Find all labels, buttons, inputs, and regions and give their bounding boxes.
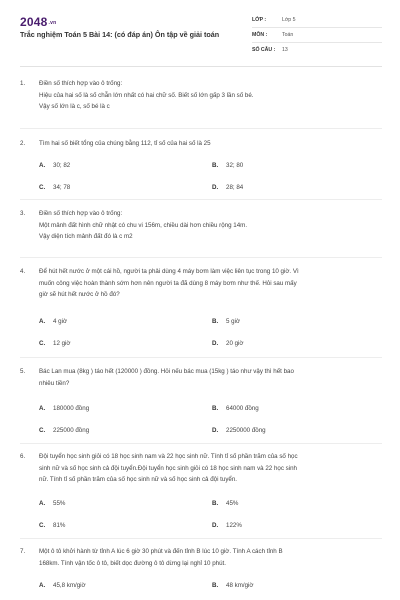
question-divider [20, 257, 382, 258]
option-b[interactable]: B. 5 giờ [212, 318, 241, 325]
question-line: Vậy diện tích mảnh đất đó là c m2 [39, 233, 133, 240]
question-text [39, 138, 379, 150]
question-number: 2. [20, 140, 26, 147]
option-a[interactable]: A. 45,8 km/giờ [39, 582, 86, 589]
option-c[interactable]: C. 34; 78 [39, 184, 71, 191]
option-b[interactable]: B. 32; 80 [212, 162, 244, 169]
meta-divider [252, 27, 382, 28]
question-line: Một ô tô khởi hành từ tỉnh A lúc 6 giờ 30 phút và đến tỉnh B lúc 10 giờ. Tính A cách tỉnh B [39, 548, 283, 555]
question-line: muốn công việc hoàn thành sớm hơn nên người ta đã dùng 8 máy bơm như thế. Hỏi sau mấy [39, 279, 297, 287]
meta-subject-value: Toán [282, 32, 294, 38]
question-number: 6. [20, 453, 26, 460]
question-line: giờ sẽ hút hết nước ở hồ đó? [39, 291, 120, 298]
option-a[interactable]: A. 4 giờ [39, 318, 68, 325]
question-divider [20, 128, 382, 129]
question-line: Một mảnh đất hình chữ nhật có chu vi 156m, chiều dài hơn chiều rộng 14m. [39, 221, 248, 229]
question-line: Tìm hai số biết tổng của chúng bằng 112, tỉ số của hai số là 25 [39, 140, 211, 147]
question-text [39, 366, 379, 389]
question-divider [20, 538, 382, 539]
option-c[interactable]: C. 81% [39, 522, 66, 529]
option-b[interactable]: B. 45% [212, 500, 239, 507]
site-logo[interactable]: 2048.vn [20, 15, 57, 29]
meta-grade-key: LỚP : [252, 17, 267, 23]
question-number: 1. [20, 80, 26, 87]
question-line: Điền số thích hợp vào ô trống: [39, 210, 123, 217]
question-divider [20, 357, 382, 358]
question-line: nữ. Tính tỉ số phần trăm của số học sinh nữ và số học sinh cả đội tuyển. [39, 476, 238, 483]
option-a[interactable]: A. 180000 đồng [39, 405, 90, 412]
option-d[interactable]: D. 122% [212, 522, 242, 529]
option-c[interactable]: C. 225000 đồng [39, 427, 90, 434]
question-text [39, 451, 379, 486]
question-line: Điền số thích hợp vào ô trống: [39, 80, 123, 87]
meta-count-key: SỐ CÂU : [252, 47, 276, 53]
question-line: Bác Lan mua (8kg ) táo hết (120000 ) đồng. Hỏi nếu bác mua (15kg ) táo như vậy thì hết bao [39, 368, 294, 375]
page-header [0, 0, 400, 68]
page-title: Trắc nghiệm Toán 5 Bài 14: (có đáp án) Ôn tập về giải toán [20, 30, 220, 39]
question-number: 5. [20, 368, 26, 375]
option-b[interactable]: B. 48 km/giờ [212, 582, 254, 589]
question-line: Vậy số lớn là c, số bé là c [39, 103, 110, 110]
meta-divider [252, 42, 382, 43]
meta-subject-key: MÔN : [252, 32, 268, 38]
question-number: 7. [20, 548, 26, 555]
question-line: 168km. Tính vận tốc ô tô, biết dọc đường ô tô dừng lại nghỉ 10 phút. [39, 559, 226, 567]
meta-grade-value: Lớp 5 [282, 17, 296, 23]
question-text [39, 546, 379, 569]
option-d[interactable]: D. 28; 84 [212, 184, 244, 191]
question-divider [20, 443, 382, 444]
question-text [39, 208, 379, 243]
question-line: Đội tuyển học sinh giỏi có 18 học sinh nam và 22 học sinh nữ. Tính tỉ số phần trăm của số học [39, 453, 298, 460]
question-divider [20, 199, 382, 200]
question-line: Hiệu của hai số là số chẵn lớn nhất có hai chữ số. Biết số lớn gấp 3 lần số bé. [39, 91, 254, 99]
question-line: Để hút hết nước ở một cái hồ, người ta phải dùng 4 máy bơm làm việc liên tục trong 10 giờ. Vì [39, 268, 299, 275]
option-b[interactable]: B. 64000 đồng [212, 405, 259, 412]
question-text [39, 266, 379, 301]
option-d[interactable]: D. 20 giờ [212, 340, 244, 347]
question-text [39, 78, 379, 113]
header-divider [20, 66, 382, 67]
option-d[interactable]: D. 2250000 đồng [212, 427, 266, 434]
option-a[interactable]: A. 30; 82 [39, 162, 71, 169]
option-c[interactable]: C. 12 giờ [39, 340, 71, 347]
question-line: sinh nữ và số học sinh cả đội tuyển.Đội tuyển học sinh giỏi có 18 học sinh nam và 22 học sinh [39, 464, 297, 472]
question-number: 3. [20, 210, 26, 217]
question-line: nhiêu tiền? [39, 379, 70, 387]
question-number: 4. [20, 268, 26, 275]
option-a[interactable]: A. 55% [39, 500, 66, 507]
meta-count-value: 13 [282, 47, 288, 53]
